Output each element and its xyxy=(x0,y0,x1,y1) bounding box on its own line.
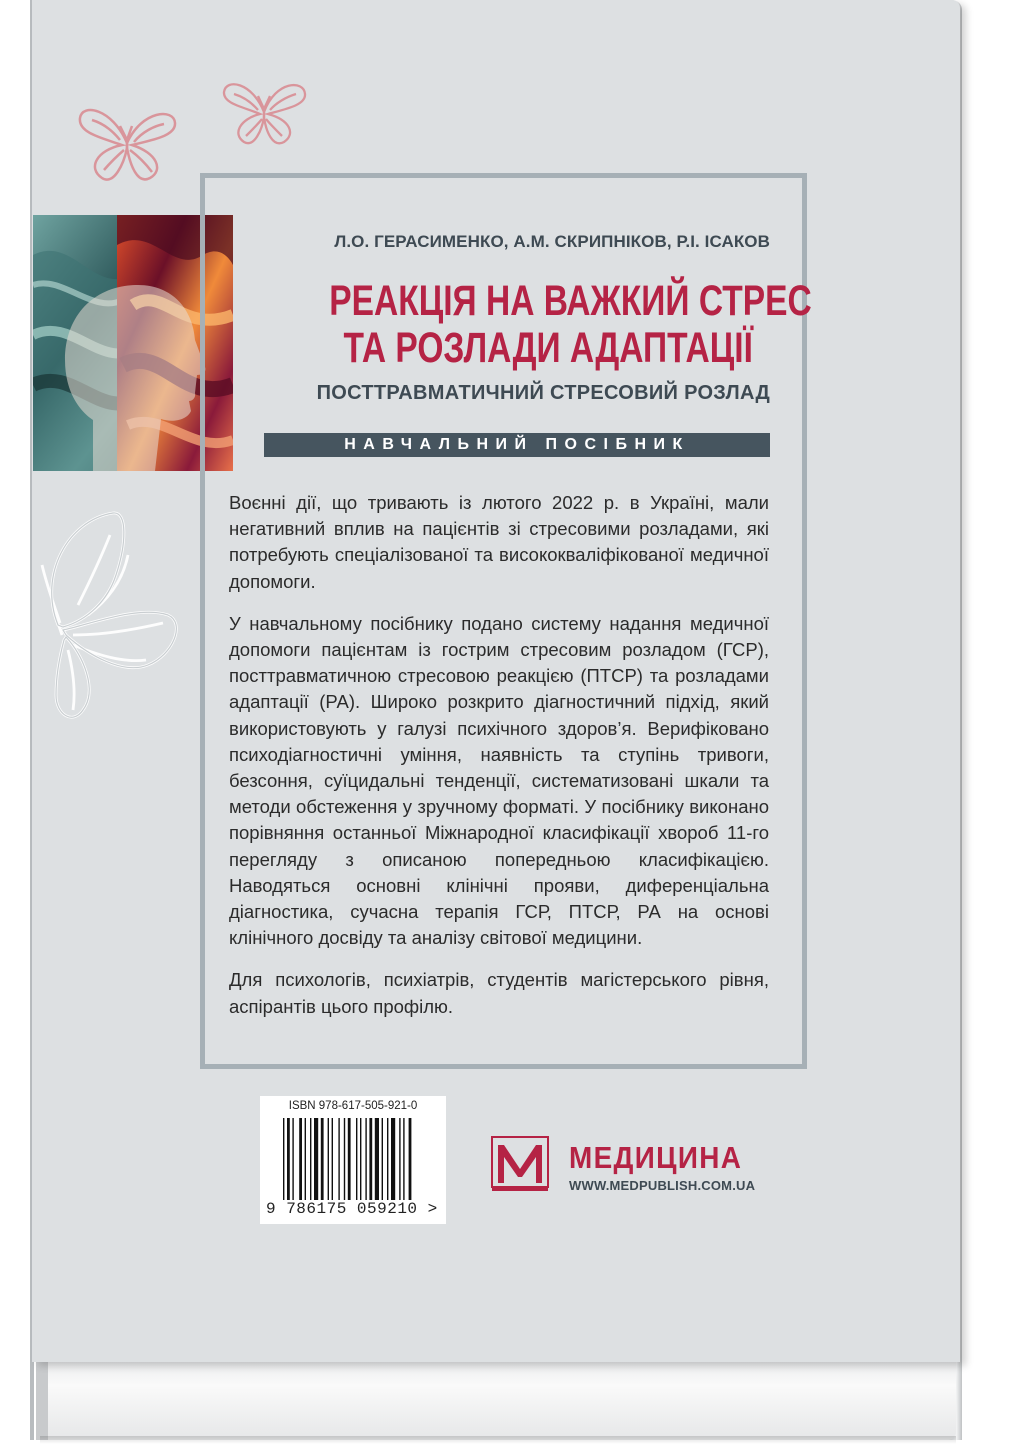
description-paragraph: У навчальному посібнику подано систему надання медичної допомоги пацієнтам із гострим стресовим розладом (ГСР), посттравматичною стресовою реакцією (ПТСР) та розладами адаптації (РА). Широко розкрито діагностичний підхід, який використовують у галузі психічного здоров’я. Верифіковано психодіагностичні уміння, наявність та ступінь тривоги, безсоння, суїцидальні тенденції, систематизовані шкали та методи обстеження у зручному форматі. У посібнику виконано порівняння останньої Міжнародної класифікації хвороб 11-го перегляду з описаною попередньою класифікацією. Наводяться основні клінічні прояви, диференціальна діагностика, сучасна терапія ГСР, ПТСР, РА на основі клінічного досвіду та аналізу світової медицини. xyxy=(229,612,769,949)
barcode-bars xyxy=(283,1118,423,1200)
barcode-bar xyxy=(399,1118,400,1200)
barcode-bar xyxy=(292,1118,293,1200)
barcode-bar xyxy=(403,1118,404,1200)
barcode-bar xyxy=(365,1118,366,1200)
barcode-bar xyxy=(344,1118,345,1200)
barcode-bar xyxy=(299,1118,302,1200)
barcode-bar xyxy=(328,1118,329,1200)
book-title-line1: РЕАКЦІЯ НА ВАЖКИЙ СТРЕС xyxy=(329,277,812,325)
barcode-bar xyxy=(369,1118,372,1200)
description-paragraph: Для психологів, психіатрів, студентів магістерського рівня, аспірантів цього профілю. xyxy=(229,969,769,1017)
bottom-shadow xyxy=(40,1436,956,1444)
page-block xyxy=(36,1362,956,1440)
medytsyna-logo-icon xyxy=(490,1135,550,1193)
barcode-bar xyxy=(360,1118,361,1200)
barcode-bar xyxy=(409,1118,412,1200)
book-title-line2: ТА РОЗЛАДИ АДАПТАЦІЇ xyxy=(343,324,753,372)
butterfly-icon xyxy=(72,98,182,188)
barcode-bar xyxy=(310,1118,311,1200)
book-type-banner: НАВЧАЛЬНИЙ ПОСІБНИК xyxy=(264,433,770,457)
barcode-digits: 9 786175 059210 > xyxy=(266,1200,438,1218)
barcode-bar xyxy=(387,1118,388,1200)
isbn-label: ISBN 978-617-505-921-0 xyxy=(288,1100,418,1112)
barcode-bar xyxy=(283,1118,284,1200)
authors: Л.О. ГЕРАСИМЕНКО, А.М. СКРИПНІКОВ, Р.І. ІСАКОВ xyxy=(334,232,770,251)
barcode-bar xyxy=(287,1118,290,1200)
book-subtitle: ПОСТТРАВМАТИЧНИЙ СТРЕСОВИЙ РОЗЛАД xyxy=(316,382,770,404)
barcode-bar xyxy=(338,1118,339,1200)
book-title xyxy=(329,277,812,372)
butterfly-icon xyxy=(28,505,183,730)
description xyxy=(229,490,769,1036)
publisher-name: МЕДИЦИНА xyxy=(569,1140,743,1175)
description-paragraph: Воєнні дії, що тривають із лютого 2022 р. в Україні, мали негативний вплив на пацієнтів зі стресовими розладами, які потребують спеціалізованої та висококваліфікованої медичної допомоги. xyxy=(229,492,769,592)
barcode-bar xyxy=(382,1118,383,1200)
butterfly-icon xyxy=(218,72,310,150)
barcode-bar xyxy=(305,1118,306,1200)
barcode-bar xyxy=(348,1118,351,1200)
barcode-bar xyxy=(314,1118,318,1200)
barcode-bar xyxy=(332,1118,333,1200)
barcode-bar xyxy=(391,1118,395,1200)
barcode-bar xyxy=(356,1118,357,1200)
publisher-url: WWW.MEDPUBLISH.COM.UA xyxy=(569,1178,756,1193)
isbn-barcode xyxy=(260,1096,446,1224)
barcode-bar xyxy=(375,1118,379,1200)
barcode-bar xyxy=(321,1118,324,1200)
